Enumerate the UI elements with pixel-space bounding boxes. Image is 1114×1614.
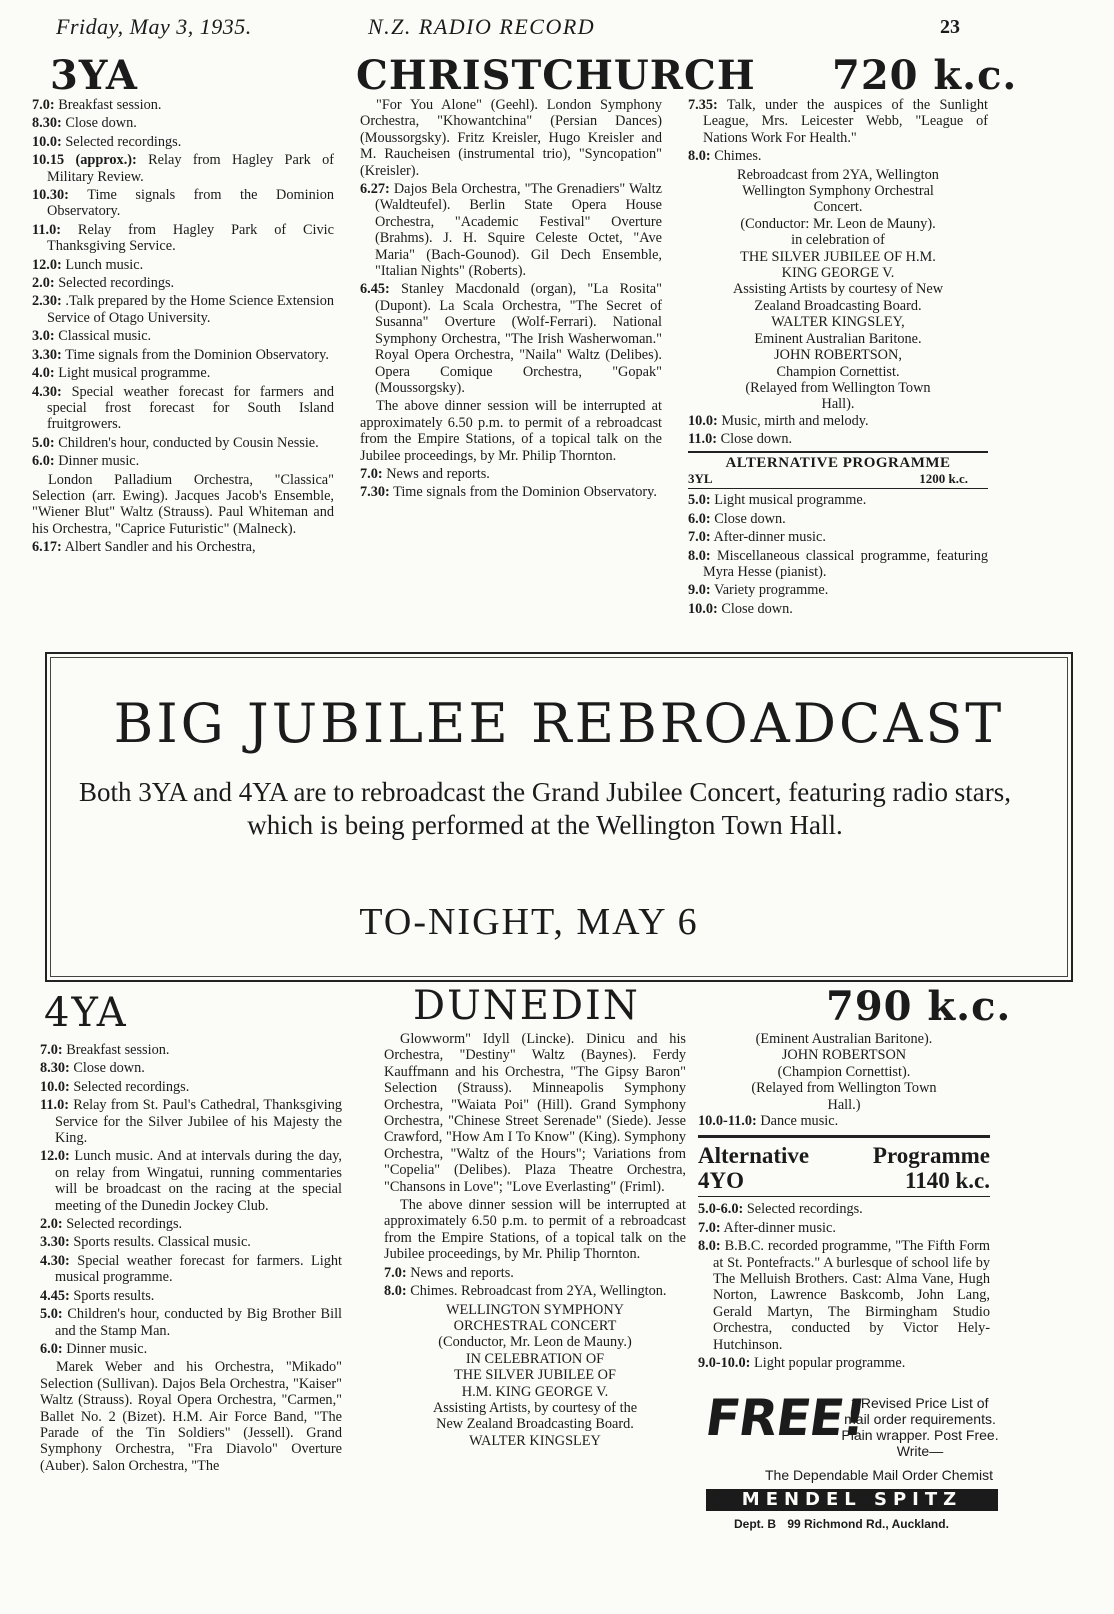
- station-frequency-3ya: 720 k.c.: [832, 52, 1018, 99]
- centered-line: Hall.): [827, 1096, 861, 1113]
- centered-line: (Eminent Australian Baritone).: [755, 1031, 933, 1047]
- entry-time: 7.0:: [384, 1264, 407, 1281]
- entry-time: 10.15 (approx.):: [32, 152, 137, 169]
- entry-time: 4.30:: [40, 1252, 70, 1269]
- programme-entry: [32, 97, 334, 113]
- centered-line: WALTER KINGSLEY: [469, 1432, 601, 1449]
- programme-column-3ya-1: [32, 97, 334, 558]
- entry-description: Classical music.: [58, 328, 152, 345]
- page-number: 23: [940, 16, 960, 38]
- programme-entry: [384, 1283, 686, 1299]
- alternative-programme-title-left: Alternative: [698, 1143, 810, 1169]
- programme-entry: [698, 1201, 990, 1217]
- entry-description: Dinner music.: [58, 453, 140, 470]
- entry-description: "For You Alone" (Geehl). London Symphony Orchestra, "Khowantchina" (Persian Dances) (Moussorgsky). Fritz Kreisler, Hugo Kreisler and M. Raucheisen (instrumental trio), "Syncopation" (Kreisler).: [360, 97, 662, 179]
- ad-tagline: The Dependable Mail Order Chemist: [765, 1467, 993, 1483]
- entry-time: 6.0:: [40, 1340, 63, 1357]
- programme-entry: [688, 413, 988, 429]
- entry-time: 8.0:: [688, 148, 711, 165]
- station-frequency-4ya: 790 k.c.: [826, 983, 1012, 1030]
- centered-line: Zealand Broadcasting Board.: [754, 297, 922, 314]
- entry-description: Glowworm" Idyll (Lincke). Dinicu and his Orchestra, "Destiny" Waltz (Baynes). Ferdy Kauffmann and his Orchestra, "The Gipsy Baron" Selection (Strauss). Minneapolis Symphony Orchestra, "Waiata Poi" (Hill). Grand Symphony Orchestra, "Chinese Street Serenade" (Siede). Jesse Crawford, "How Am I To Know" (King). Symphony Orchestra, "Waltz of the Hours"; Variations from "Copelia" (Delibes). Plaza Theatre Orchestra, "Chansons in Love"; "Love Everlasting" (Friml).: [384, 1031, 686, 1195]
- entry-description: London Palladium Orchestra, "Classica" Selection (arr. Ewing). Jacques Jacob's Ensemble, "Wiener Blut" Waltz (Strauss). Paul Whiteman and his Orchestra, "Caprice Futuristic" (Malneck).: [32, 471, 334, 537]
- entry-time: 7.0:: [688, 529, 711, 546]
- programme-entry: [688, 97, 988, 146]
- programme-entry: [688, 148, 988, 164]
- alternative-station-frequency-4yo: 1140 k.c.: [905, 1168, 990, 1194]
- entry-time: 6.27:: [360, 181, 390, 198]
- entry-description: Light popular programme.: [754, 1355, 906, 1372]
- programme-entry: [32, 328, 334, 344]
- entry-time: 11.0:: [688, 431, 717, 448]
- centered-line: WALTER KINGSLEY,: [771, 314, 905, 331]
- alternative-station-call-4yo: 4YO: [698, 1168, 744, 1194]
- entry-time: 8.30:: [32, 115, 62, 132]
- entry-description: Close down.: [721, 600, 793, 617]
- entry-time: 7.0:: [32, 97, 55, 113]
- programme-entry: [360, 484, 662, 500]
- entry-time: 4.0:: [32, 365, 55, 382]
- programme-entry: [40, 1042, 342, 1058]
- divider: [698, 1196, 990, 1197]
- programme-column-3ya-2: [360, 97, 662, 503]
- entry-time: 8.0:: [384, 1283, 407, 1300]
- entry-description: Selected recordings.: [73, 1078, 190, 1095]
- centered-line: (Champion Cornettist).: [777, 1063, 911, 1080]
- centered-line: Hall).: [821, 396, 855, 413]
- alternative-programme-title: ALTERNATIVE PROGRAMME: [725, 454, 951, 471]
- entry-time: 10.30:: [32, 187, 69, 204]
- centered-line: JOHN ROBERTSON: [781, 1047, 907, 1064]
- entry-description: Relay from Hagley Park of Military Review.: [47, 152, 334, 185]
- entry-description: News and reports.: [410, 1264, 514, 1281]
- jubilee-rebroadcast-banner: [45, 652, 1073, 982]
- entry-description: Albert Sandler and his Orchestra,: [64, 539, 256, 556]
- entry-time: 12.0:: [32, 256, 62, 273]
- banner-body: Both 3YA and 4YA are to rebroadcast the Grand Jubilee Concert, featuring radio stars, which is being performed at the Wellington Town Hall.: [79, 777, 1011, 840]
- ad-address: 99 Richmond Rd., Auckland.: [787, 1517, 949, 1531]
- programme-entry: [40, 1097, 342, 1146]
- divider: [688, 451, 988, 453]
- centered-line: KING GEORGE V.: [781, 265, 895, 282]
- entry-description: Relay from Hagley Park of Civic Thanksgiving Service.: [47, 221, 334, 255]
- entry-description: Sports results.: [73, 1287, 155, 1304]
- programme-entry: [40, 1359, 342, 1474]
- alternative-station-call: 3YL: [688, 470, 713, 486]
- programme-entry: [688, 492, 988, 508]
- programme-entry: [40, 1341, 342, 1357]
- programme-entry: [32, 275, 334, 291]
- programme-entry: [32, 257, 334, 273]
- mendel-spitz-advertisement: [701, 1389, 1021, 1585]
- banner-date: TO-NIGHT, MAY 6: [359, 901, 699, 943]
- entry-description: Relay from St. Paul's Cathedral, Thanksgiving Service for the Silver Jubilee of his Majesty the King.: [55, 1097, 342, 1147]
- entry-description: Children's hour, conducted by Cousin Nessie.: [58, 434, 319, 451]
- centered-line: ORCHESTRAL CONCERT: [453, 1317, 617, 1334]
- programme-entry: [32, 365, 334, 381]
- entry-time: 7.0:: [698, 1219, 721, 1236]
- entry-description: Music, mirth and melody.: [721, 412, 869, 429]
- centered-line: Concert.: [813, 199, 863, 216]
- programme-entry: [688, 529, 988, 545]
- centered-line: WELLINGTON SYMPHONY: [445, 1301, 625, 1318]
- programme-entry: [688, 601, 988, 617]
- entry-description: Dance music.: [756, 1113, 839, 1130]
- programme-entry: [384, 1265, 686, 1281]
- entry-description: After-dinner music.: [723, 1219, 836, 1236]
- entry-description: B.B.C. recorded programme, "The Fifth Form at St. Pontefracts." A burlesque of school life by The Melluish Brothers. Cast: Alma Vane, Hugh Norton, Lawrence Baskcomb, John Lang, Gerald Martyn, The Birmingham Studio Orchestra, conducted by Victor Hely-Hutchinson.: [713, 1238, 990, 1353]
- entry-time: 3.0:: [32, 328, 55, 345]
- entry-time: 11.0:: [32, 221, 61, 238]
- programme-entry: [40, 1216, 342, 1232]
- centered-line: JOHN ROBERTSON,: [774, 347, 902, 364]
- station-call-4ya: 4YA: [44, 990, 128, 1036]
- centered-line: Assisting Artists by courtesy of New: [732, 281, 944, 298]
- entry-description: Close down.: [65, 115, 137, 132]
- entry-description: The above dinner session will be interrupted at approximately 6.50 p.m. to permit of a rebroadcast from the Empire Stations, of a topical talk on the Jubilee proceedings, by Mr. Philip Thornton.: [384, 1197, 686, 1263]
- programme-entry: [32, 435, 334, 451]
- entry-time: 7.0:: [360, 465, 383, 482]
- entry-time: 6.17:: [32, 539, 62, 556]
- programme-entry: [688, 548, 988, 581]
- entry-time: 5.0:: [688, 492, 711, 509]
- entry-time: 5.0:: [40, 1306, 63, 1323]
- programme-entry: [40, 1234, 342, 1250]
- entry-time: 2.30:: [32, 293, 62, 310]
- programme-entry: [384, 1031, 686, 1195]
- entry-description: Selected recordings.: [746, 1201, 863, 1218]
- entry-description: The above dinner session will be interrupted at approximately 6.50 p.m. to permit of a rebroadcast from the Empire Stations, of a topical talk on the Jubilee proceedings, by Mr. Philip Thornton.: [360, 398, 662, 464]
- entry-time: 6.0:: [688, 510, 711, 527]
- programme-column-4ya-3: [698, 1031, 990, 1374]
- programme-entry: [698, 1355, 990, 1371]
- centered-line: Assisting Artists, by courtesy of the: [432, 1399, 638, 1416]
- entry-description: Chimes.: [714, 148, 762, 165]
- centered-line: (Conductor, Mr. Leon de Mauny.): [438, 1334, 632, 1351]
- entry-time: 9.0:: [688, 582, 711, 599]
- entry-description: Chimes. Rebroadcast from 2YA, Wellington.: [410, 1283, 667, 1300]
- entry-time: 6.45:: [360, 281, 390, 298]
- centered-line: Champion Cornettist.: [776, 363, 900, 380]
- programme-entry: [32, 187, 334, 220]
- programme-entry: [384, 1197, 686, 1263]
- issue-date: Friday, May 3, 1935.: [56, 14, 252, 39]
- publication-title: N.Z. RADIO RECORD: [368, 14, 596, 39]
- centered-line: in celebration of: [791, 232, 885, 249]
- entry-description: Close down.: [720, 431, 793, 448]
- programme-entry: [32, 539, 334, 555]
- station-city-christchurch: CHRISTCHURCH: [356, 52, 756, 99]
- entry-time: 9.0-10.0:: [698, 1355, 751, 1372]
- divider: [688, 488, 988, 489]
- programme-entry: [360, 97, 662, 179]
- programme-entry: [688, 582, 988, 598]
- dept-label: Dept. B: [734, 1517, 776, 1531]
- programme-column-3ya-3: [688, 97, 988, 619]
- centered-line: THE SILVER JUBILEE OF H.M.: [740, 248, 936, 265]
- entry-description: News and reports.: [386, 465, 490, 482]
- entry-description: Selected recordings.: [58, 275, 175, 292]
- entry-description: Special weather forecast for farmers and special frost forecast for South Island fruitgrowers.: [47, 383, 334, 433]
- price-list-text: * Revised Price List of mail order requirements. Plain wrapper. Post Free. Write—: [841, 1395, 999, 1459]
- entry-time: 10.0:: [32, 133, 62, 150]
- centered-line: (Conductor: Mr. Leon de Mauny).: [740, 215, 936, 232]
- entry-time: 5.0-6.0:: [698, 1201, 744, 1218]
- programme-entry: [32, 453, 334, 469]
- centered-line: (Relayed from Wellington Town: [751, 1080, 937, 1097]
- programme-entry: [32, 384, 334, 433]
- entry-description: Light musical programme.: [58, 365, 211, 382]
- programme-entry: [40, 1306, 342, 1339]
- entry-description: Time signals from the Dominion Observatory.: [47, 187, 334, 220]
- entry-time: 6.0:: [32, 453, 55, 470]
- programme-entry: [698, 1238, 990, 1353]
- entry-description: Time signals from the Dominion Observatory.: [65, 346, 329, 363]
- centered-line: Eminent Australian Baritone.: [754, 330, 922, 347]
- entry-time: 10.0-11.0:: [698, 1113, 757, 1130]
- alternative-programme-title-right: Programme: [872, 1143, 990, 1169]
- divider: [698, 1135, 990, 1138]
- entry-time: 8.0:: [698, 1238, 721, 1255]
- programme-entry: [698, 1220, 990, 1236]
- banner-title: BIG JUBILEE REBROADCAST: [113, 692, 1005, 755]
- programme-column-4ya-1: [40, 1042, 342, 1476]
- entry-description: Children's hour, conducted by Big Brother Bill and the Stamp Man.: [55, 1306, 343, 1339]
- programme-entry: [32, 222, 334, 255]
- entry-description: Dinner music.: [66, 1340, 148, 1357]
- programme-entry: [32, 134, 334, 150]
- centered-line: (Relayed from Wellington Town: [745, 379, 931, 396]
- entry-description: Stanley Macdonald (organ), "La Rosita" (Dupont). La Scala Orchestra, "The Secret of Susanna" Overture (Wolf-Ferrari). National Symphony Orchestra, "The Irish Washerwoman." Royal Opera Orchestra, "Naila" Waltz (Delibes). Opera Comique Orchestra, "Gopak" (Moussorgsky).: [375, 281, 662, 396]
- programme-entry: [360, 281, 662, 396]
- entry-description: Miscellaneous classical programme, featuring Myra Hesse (pianist).: [703, 547, 989, 580]
- entry-description: Breakfast session.: [66, 1042, 170, 1058]
- entry-time: 8.30:: [40, 1060, 70, 1077]
- centered-line: IN CELEBRATION OF: [465, 1350, 605, 1367]
- entry-description: Selected recordings.: [66, 1216, 183, 1233]
- free-headline: FREE!: [701, 1389, 869, 1447]
- entry-description: Lunch music.: [65, 256, 144, 273]
- programme-entry: [32, 293, 334, 326]
- centered-line: THE SILVER JUBILEE OF: [454, 1367, 616, 1384]
- entry-description: Dajos Bela Orchestra, "The Grenadiers" Waltz (Waldteufel). Berlin State Opera House Orchestra, "Academic Festival" Overture (Brahms). J. H. Squire Celeste Octet, "Ave Maria" (Bach-Gounod). Gil Dech Ensemble, "Italian Nights" (Roberts).: [375, 181, 662, 280]
- entry-description: Close down.: [714, 510, 786, 527]
- entry-description: Marek Weber and his Orchestra, "Mikado" Selection (Sullivan). Dajos Bela Orchestra, "Kaiser" Waltz (Strauss). Royal Opera Orchestra, "Carmen," Ballet No. 2 (Bizet). H.M. Air Force Band, "The Parade of the Tin Soldiers" (Jessell). Grand Symphony Orchestra, "Fra Diavolo" Overture (Auber). Salon Orchestra, "The: [40, 1359, 342, 1474]
- entry-description: Lunch music. And at intervals during the day, on relay from Wingatui, running commentaries will be broadcast on the racing at the special meeting of the Dunedin Jockey Club.: [55, 1148, 342, 1214]
- entry-time: 12.0:: [40, 1148, 70, 1165]
- entry-time: 5.0:: [32, 434, 55, 451]
- entry-description: Close down.: [73, 1060, 145, 1077]
- entry-time: 3.30:: [32, 346, 62, 363]
- brand-name: MENDEL SPITZ: [706, 1489, 998, 1511]
- station-call-3ya: 3YA: [50, 52, 138, 99]
- entry-description: Time signals from the Dominion Observatory.: [393, 484, 657, 501]
- entry-time: 11.0:: [40, 1097, 69, 1114]
- programme-entry: [40, 1288, 342, 1304]
- alternative-station-frequency: 1200 k.c.: [919, 470, 968, 486]
- programme-entry: [360, 398, 662, 464]
- entry-description: Variety programme.: [713, 582, 829, 599]
- entry-description: Selected recordings.: [65, 133, 182, 150]
- station-city-dunedin: DUNEDIN: [413, 983, 640, 1029]
- entry-description: Sports results. Classical music.: [73, 1234, 251, 1251]
- centered-line: Rebroadcast from 2YA, Wellington: [737, 166, 939, 183]
- programme-entry: [688, 511, 988, 527]
- entry-time: 7.30:: [360, 484, 390, 501]
- entry-time: 10.0:: [688, 600, 718, 617]
- programme-entry: [698, 1113, 990, 1129]
- programme-entry: [40, 1148, 342, 1214]
- entry-time: 2.0:: [32, 275, 55, 292]
- programme-column-4ya-2: [384, 1031, 686, 1449]
- programme-entry: [688, 431, 988, 447]
- programme-entry: [32, 472, 334, 538]
- entry-description: Breakfast session.: [58, 97, 162, 113]
- programme-entry: [40, 1060, 342, 1076]
- entry-time: 4.30:: [32, 383, 62, 400]
- programme-entry: [40, 1079, 342, 1095]
- entry-time: 8.0:: [688, 547, 711, 564]
- entry-time: 7.35:: [688, 97, 718, 113]
- entry-time: 4.45:: [40, 1287, 70, 1304]
- entry-description: Light musical programme.: [714, 492, 867, 509]
- entry-description: After-dinner music.: [713, 529, 826, 546]
- programme-entry: [32, 115, 334, 131]
- centered-line: New Zealand Broadcasting Board.: [436, 1416, 634, 1433]
- entry-description: Talk, under the auspices of the Sunlight League, Mrs. Leicester Webb, "League of Nations Work For Health.": [703, 97, 988, 146]
- centered-line: Wellington Symphony Orchestral: [742, 183, 934, 200]
- centered-line: H.M. KING GEORGE V.: [461, 1383, 609, 1400]
- entry-time: 10.0:: [40, 1078, 70, 1095]
- programme-entry: [360, 181, 662, 279]
- entry-description: Special weather forecast for farmers. Light musical programme.: [55, 1252, 342, 1286]
- programme-entry: [40, 1253, 342, 1286]
- entry-time: 3.30:: [40, 1234, 70, 1251]
- entry-description: .Talk prepared by the Home Science Extension Service of Otago University.: [47, 293, 335, 326]
- programme-entry: [32, 347, 334, 363]
- programme-entry: [32, 152, 334, 185]
- entry-time: 10.0:: [688, 412, 718, 429]
- programme-entry: [360, 466, 662, 482]
- entry-time: 2.0:: [40, 1216, 63, 1233]
- entry-time: 7.0:: [40, 1042, 63, 1058]
